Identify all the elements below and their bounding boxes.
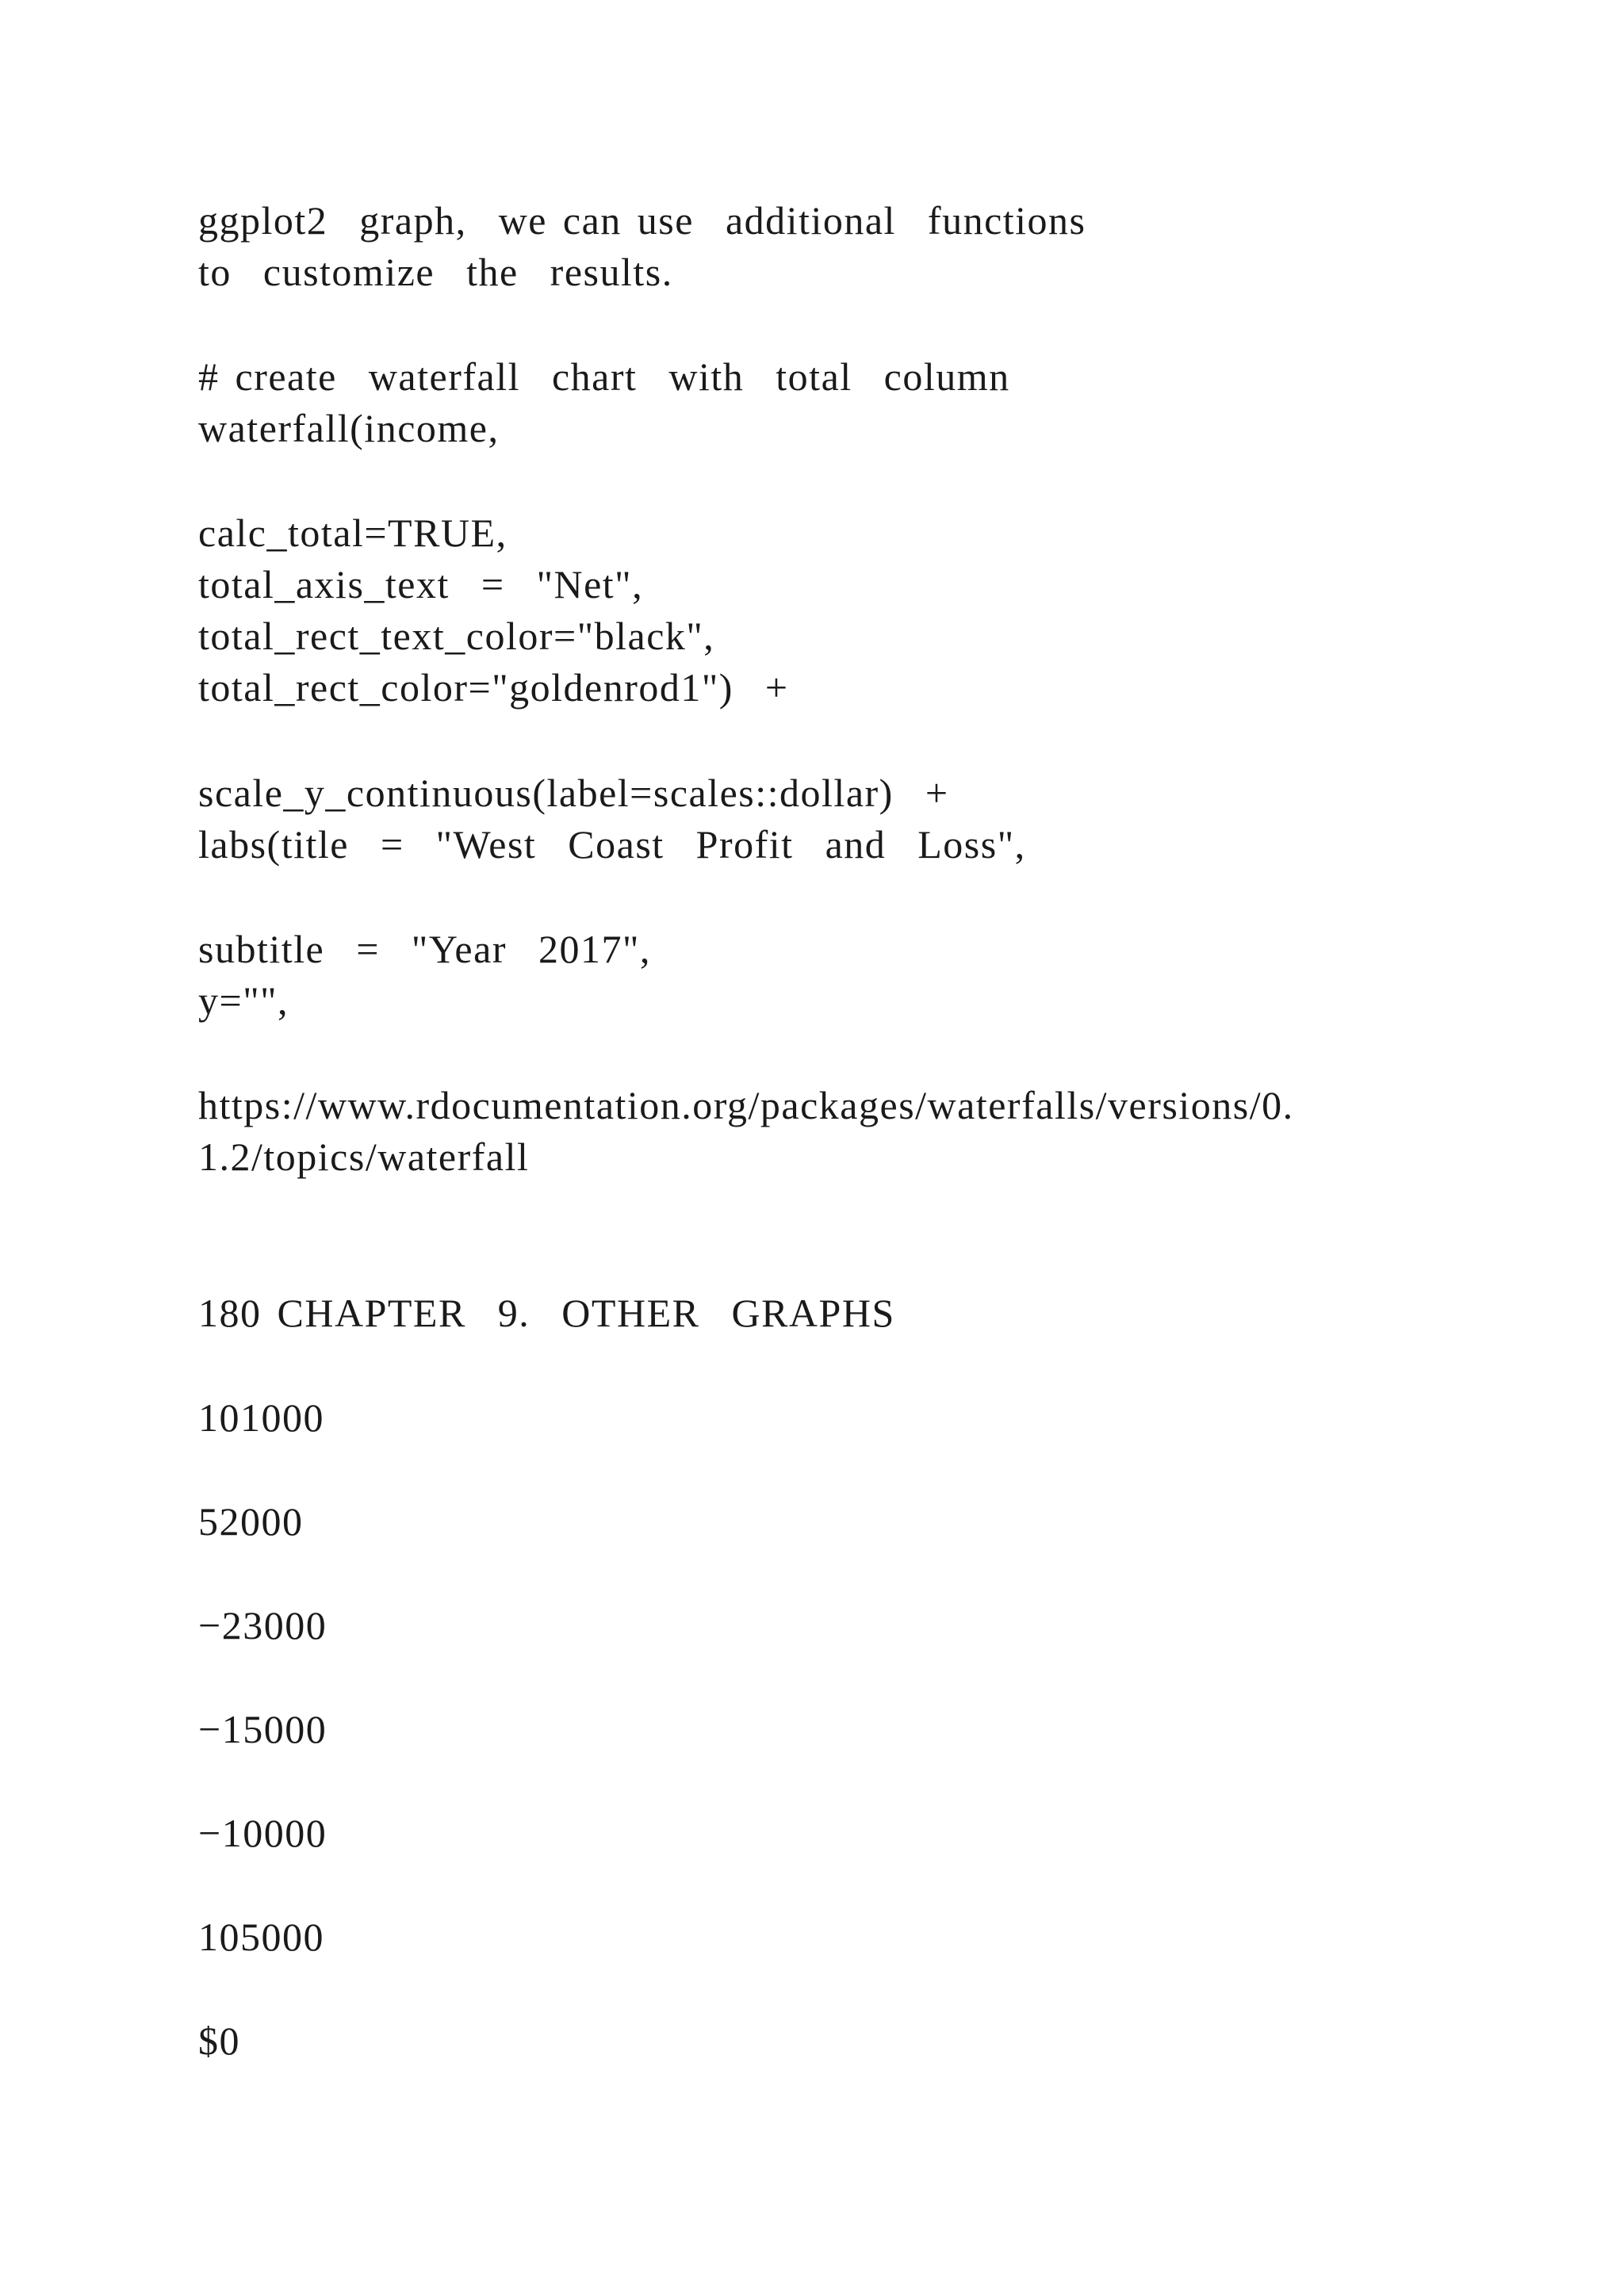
code-line-y-label: y="", <box>198 978 289 1023</box>
code-line-labs-title: labs(title = "West Coast Profit and Loss", <box>198 822 1026 867</box>
value-item-3: −23000 <box>198 1603 327 1647</box>
value-item-7: $0 <box>198 2019 240 2063</box>
value-item-2: 52000 <box>198 1499 304 1544</box>
reference-url-line-2: 1.2/topics/waterfall <box>198 1135 530 1179</box>
code-line-total-rect-text-color: total_rect_text_color="black", <box>198 614 715 658</box>
code-line-scale-y: scale_y_continuous(label=scales::dollar) + <box>198 771 949 815</box>
value-item-1: 101000 <box>198 1395 324 1440</box>
paragraph-line-1: ggplot2 graph, we can use additional functions <box>198 198 1086 243</box>
code-line-calc-total: calc_total=TRUE, <box>198 511 508 555</box>
paragraph-line-2: to customize the results. <box>198 250 673 294</box>
value-item-4: −15000 <box>198 1707 327 1751</box>
reference-url-line-1: https://www.rdocumentation.org/packages/waterfalls/versions/0. <box>198 1083 1294 1127</box>
code-line-waterfall-call: waterfall(income, <box>198 406 500 450</box>
code-comment-line: # create waterfall chart with total column <box>198 354 1010 399</box>
code-line-subtitle: subtitle = "Year 2017", <box>198 927 651 971</box>
running-header: 180 CHAPTER 9. OTHER GRAPHS <box>198 1291 895 1335</box>
value-item-6: 105000 <box>198 1915 324 1959</box>
value-item-5: −10000 <box>198 1811 327 1855</box>
code-line-total-axis-text: total_axis_text = "Net", <box>198 562 644 607</box>
code-line-total-rect-color: total_rect_color="goldenrod1") + <box>198 665 789 710</box>
